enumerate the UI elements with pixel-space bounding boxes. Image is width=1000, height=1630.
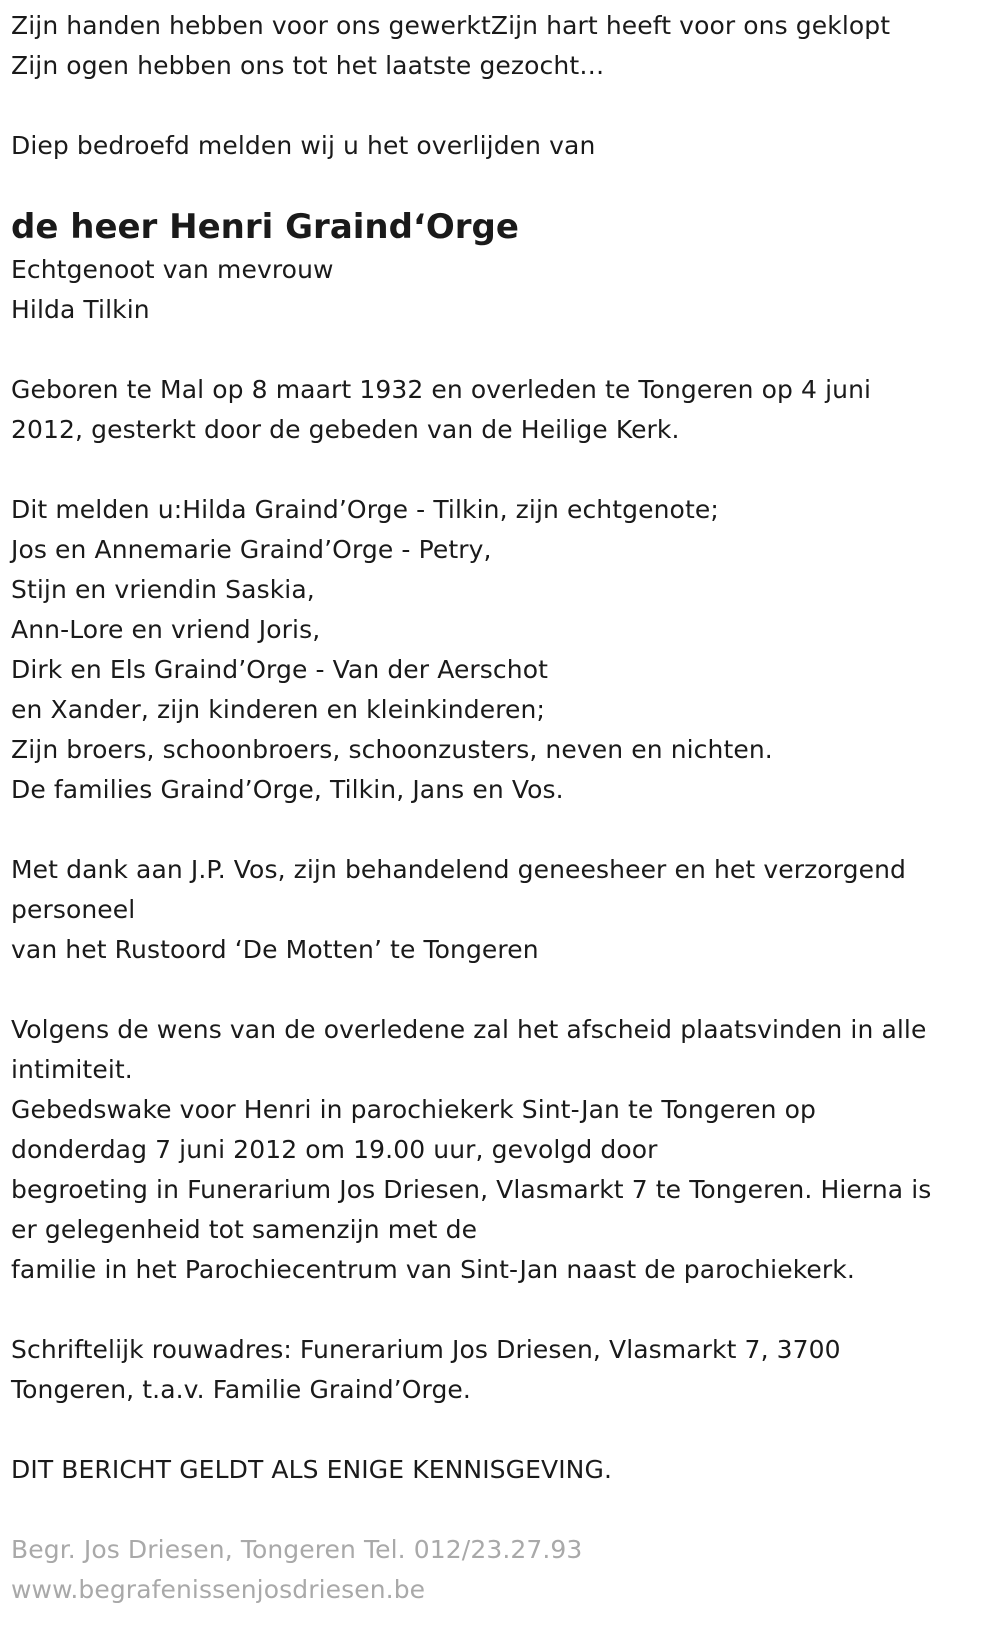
intro-line: Zijn handen hebben voor ons gewerktZijn hart heeft voor ons geklopt	[11, 11, 891, 40]
thanks-section	[11, 850, 1000, 970]
announcement-text: Diep bedroefd melden wij u het overlijden van	[11, 131, 596, 160]
family-line: Zijn broers, schoonbroers, schoonzusters, neven en nichten.	[11, 735, 773, 764]
thanks-line: van het Rustoord ‘De Motten’ te Tongeren	[11, 935, 539, 964]
spouse-line: Echtgenoot van mevrouw	[11, 255, 334, 284]
family-line: Dit melden u:Hilda Graind’Orge - Tilkin, zijn echtgenote;	[11, 495, 719, 524]
family-section	[11, 490, 1000, 810]
footer-contact: Begr. Jos Driesen, Tongeren Tel. 012/23.27.93	[11, 1535, 583, 1564]
family-line: en Xander, zijn kinderen en kleinkinderen;	[11, 695, 545, 724]
birth-death-line: 2012, gesterkt door de gebeden van de Heilige Kerk.	[11, 415, 680, 444]
birth-death-section	[11, 370, 1000, 450]
address-section	[11, 1330, 1000, 1410]
ceremony-line: donderdag 7 juni 2012 om 19.00 uur, gevolgd door	[11, 1135, 658, 1164]
ceremony-line: er gelegenheid tot samenzijn met de	[11, 1215, 478, 1244]
intro-verse	[11, 6, 1000, 86]
intro-line: Zijn ogen hebben ons tot het laatste gezocht…	[11, 51, 605, 80]
address-line: Schriftelijk rouwadres: Funerarium Jos Driesen, Vlasmarkt 7, 3700	[11, 1335, 841, 1364]
ceremony-line: intimiteit.	[11, 1055, 133, 1084]
family-line: De families Graind’Orge, Tilkin, Jans en Vos.	[11, 775, 564, 804]
thanks-line: Met dank aan J.P. Vos, zijn behandelend geneesheer en het verzorgend	[11, 855, 906, 884]
family-line: Dirk en Els Graind’Orge - Van der Aerschot	[11, 655, 549, 684]
thanks-line: personeel	[11, 895, 136, 924]
family-line: Jos en Annemarie Graind’Orge - Petry,	[11, 535, 492, 564]
address-line: Tongeren, t.a.v. Familie Graind’Orge.	[11, 1375, 471, 1404]
ceremony-line: begroeting in Funerarium Jos Driesen, Vlasmarkt 7 te Tongeren. Hierna is	[11, 1175, 932, 1204]
funeral-home-footer	[11, 1530, 1000, 1610]
ceremony-line: Volgens de wens van de overledene zal het afscheid plaatsvinden in alle	[11, 1015, 927, 1044]
spouse-section	[11, 250, 1000, 330]
family-line: Ann-Lore en vriend Joris,	[11, 615, 321, 644]
spouse-line: Hilda Tilkin	[11, 295, 150, 324]
ceremony-section	[11, 1010, 1000, 1290]
deceased-name: de heer Henri Graind‘Orge	[11, 207, 519, 247]
ceremony-line: familie in het Parochiecentrum van Sint-Jan naast de parochiekerk.	[11, 1255, 855, 1284]
footer-website-link[interactable]: www.begrafenissenjosdriesen.be	[11, 1575, 426, 1604]
notice-text: DIT BERICHT GELDT ALS ENIGE KENNISGEVING.	[11, 1455, 612, 1484]
family-line: Stijn en vriendin Saskia,	[11, 575, 315, 604]
ceremony-line: Gebedswake voor Henri in parochiekerk Sint-Jan te Tongeren op	[11, 1095, 816, 1124]
birth-death-line: Geboren te Mal op 8 maart 1932 en overleden te Tongeren op 4 juni	[11, 375, 872, 404]
